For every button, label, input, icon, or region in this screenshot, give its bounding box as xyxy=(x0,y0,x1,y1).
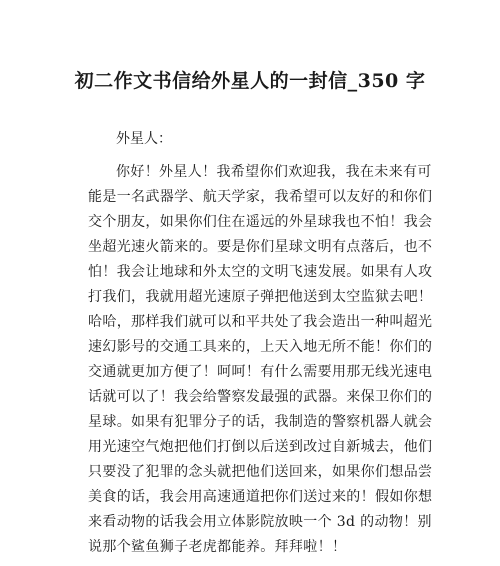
salutation: 外星人： xyxy=(116,131,172,147)
body-line: 你好！外星人！我希望你们欢迎我，我在未来有可 xyxy=(116,164,432,180)
body-line: 交个朋友，如果你们住在遥远的外星球我也不怕！我会 xyxy=(88,214,433,230)
body-line: 美食的话，我会用高速通道把你们送过来的！假如你想 xyxy=(88,489,433,505)
body-line: 只要没了犯罪的念头就把他们送回来，如果你们想品尝 xyxy=(88,464,433,480)
document-title: 初二作文书信给外星人的一封信_350 字 xyxy=(74,70,426,92)
body-line: 来看动物的话我会用立体影院放映一个 3d 的动物！别 xyxy=(88,514,432,530)
body-line: 说那个鲨鱼狮子老虎都能养。拜拜啦！！ xyxy=(88,539,347,555)
body-line: 能是一名武器学、航天学家，我希望可以友好的和你们 xyxy=(88,189,433,205)
body-line: 速幻影号的交通工具来的，上天入地无所不能！你们的 xyxy=(88,339,433,355)
body-line: 话就可以了！我会给警察发最强的武器。来保卫你们的 xyxy=(88,389,433,405)
body-line: 打我们，我就用超光速原子弹把他送到太空监狱去吧！ xyxy=(88,289,433,305)
body-line: 哈哈，那样我们就可以和平共处了我会造出一种叫超光 xyxy=(88,314,433,330)
body-line: 坐超光速火箭来的。要是你们星球文明有点落后，也不 xyxy=(88,239,433,255)
body-line: 交通就更加方便了！呵呵！有什么需要用那无线光速电 xyxy=(88,364,433,380)
body-line: 用光速空气炮把他们打倒以后送到改过自新城去，他们 xyxy=(88,439,433,455)
body-line: 星球。如果有犯罪分子的话，我制造的警察机器人就会 xyxy=(88,414,433,430)
body-line: 怕！我会让地球和外太空的文明飞速发展。如果有人攻 xyxy=(88,264,433,280)
